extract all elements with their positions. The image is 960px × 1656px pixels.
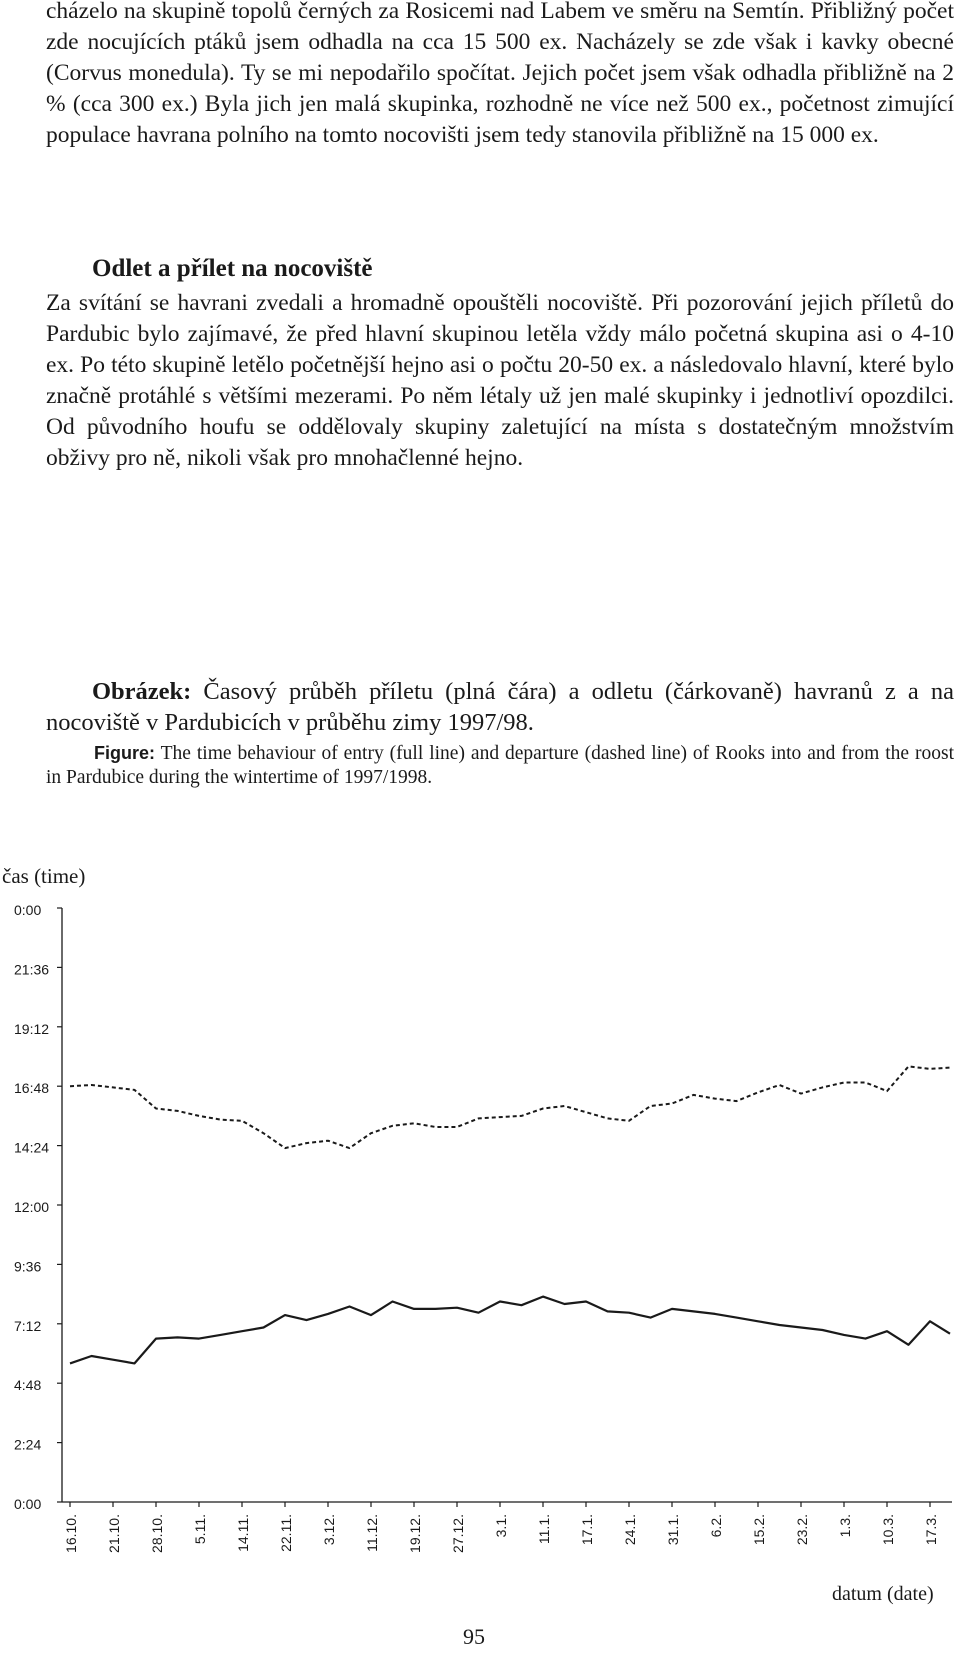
x-tick-label: 14.11. xyxy=(235,1514,251,1552)
y-tick-label: 4:48 xyxy=(14,1377,42,1394)
figure-caption-english xyxy=(46,741,954,790)
y-tick-label: 0:00 xyxy=(14,1496,42,1512)
x-tick-label: 15.2. xyxy=(751,1514,767,1546)
figure-caption-czech xyxy=(46,676,954,738)
x-tick-label: 22.11. xyxy=(278,1514,294,1552)
x-tick-label: 5.11. xyxy=(192,1514,208,1545)
series-arrival-line xyxy=(70,1297,950,1364)
time-chart xyxy=(0,880,960,1600)
x-tick-label: 19.12. xyxy=(407,1514,423,1553)
paragraph-departure: Za svítání se havrani zvedali a hromadně opouštěli nocoviště. Při pozorování jejich příletů do Pardubic bylo zajímavé, že před hlavní skupinou letěla vždy málo početná skupina asi o 4-10 ex. Po této skupině letělo početnější hejno asi o počtu 20-50 ex. a následovalo hlavní, které bylo značně protáhlé s většími mezerami. Po něm létaly už jen malé skupinky i jednotliví opozdilci. Od původního houfu se oddělovaly skupiny zaletující na místa s dostatečným množstvím obživy pro ně, nikoli však pro mnohačlenné hejno. xyxy=(46,290,954,471)
series-departure-line xyxy=(70,1066,950,1148)
x-tick-label: 31.1. xyxy=(665,1514,681,1546)
y-axis-title: čas (time) xyxy=(2,864,86,888)
paragraph-intro: cházelo na skupině topolů černých za Rosicemi nad Labem ve směru na Semtín. Přibližný počet zde nocujících ptáků jsem odhadla na cca 15 500 ex. Nacházely se zde však i kavky obecné (Corvus monedula). Ty se mi nepodařilo spočítat. Jejich počet jsem však odhadla přibližně na 2 % (cca 300 ex.) Byla jich jen malá skupinka, rozhodně ne více než 500 ex., početnost zimující populace havrana polního na tomto nocovišti jsem tedy stanovila přibližně na 15 000 ex. xyxy=(46,0,954,148)
x-tick-label: 11.1. xyxy=(536,1514,552,1545)
x-tick-label: 27.12. xyxy=(450,1514,466,1553)
x-tick-label: 10.3. xyxy=(880,1514,896,1546)
y-tick-label: 7:12 xyxy=(14,1317,42,1334)
x-tick-label: 16.10. xyxy=(63,1514,79,1553)
page-number: 95 xyxy=(463,1624,485,1649)
y-tick-label: 21:36 xyxy=(14,961,50,978)
x-tick-label: 24.1. xyxy=(622,1514,638,1546)
figure-text: The time behaviour of entry (full line) and departure (dashed line) of Rooks into and from the roost in Pardubice during the wintertime of 1997/1998. xyxy=(46,743,954,788)
section-heading: Odlet a přílet na nocoviště xyxy=(92,255,373,282)
x-tick-label: 17.3. xyxy=(923,1514,939,1546)
y-tick-label: 19:12 xyxy=(14,1020,50,1037)
x-tick-label: 17.1. xyxy=(579,1514,595,1546)
figure-label: Figure: xyxy=(94,743,155,763)
caption-text: Časový průběh příletu (plná čára) a odletu (čárkovaně) havranů z a na nocoviště v Pardubicích v průběhu zimy 1997/98. xyxy=(46,678,954,736)
x-tick-label: 3.12. xyxy=(321,1514,337,1546)
y-tick-label: 0:00 xyxy=(14,902,42,918)
caption-label: Obrázek: xyxy=(92,678,192,705)
x-tick-label: 23.2. xyxy=(794,1514,810,1546)
y-tick-label: 16:48 xyxy=(14,1080,50,1097)
y-tick-label: 9:36 xyxy=(14,1258,42,1275)
x-axis-title: datum (date) xyxy=(832,1583,934,1605)
x-tick-label: 11.12. xyxy=(364,1514,380,1552)
x-tick-label: 21.10. xyxy=(106,1514,122,1553)
x-tick-label: 28.10. xyxy=(149,1514,165,1553)
x-tick-label: 1.3. xyxy=(837,1514,853,1538)
y-tick-label: 2:24 xyxy=(14,1436,42,1453)
x-tick-label: 3.1. xyxy=(493,1514,509,1538)
x-tick-label: 6.2. xyxy=(708,1514,724,1538)
y-tick-label: 12:00 xyxy=(14,1199,50,1215)
y-tick-label: 14:24 xyxy=(14,1139,50,1156)
